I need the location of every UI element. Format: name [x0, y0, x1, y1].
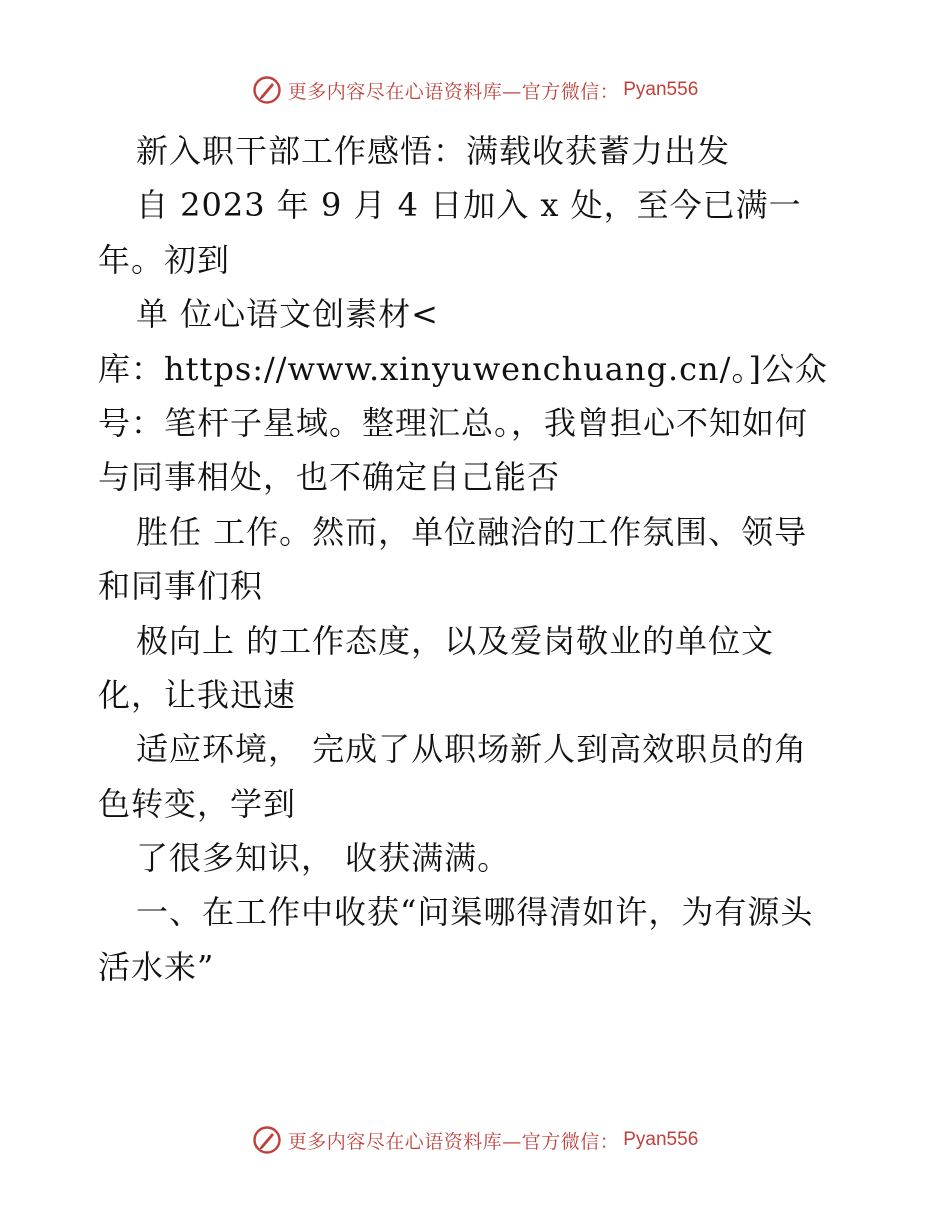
paragraph-line: 极向上 的工作态度，以及爱岗敬业的单位文 — [136, 621, 775, 660]
footer-watermark-banner — [0, 1120, 950, 1160]
section-heading: 一、在工作中收获“问渠哪得清如许，为有源头 — [136, 893, 814, 932]
paragraph-line: 年。初到 — [98, 240, 231, 279]
document-title: 新入职干部工作感悟：满载收获蓄力出发 — [136, 132, 731, 170]
paragraph-line: 单 位心语文创素材< — [136, 295, 439, 334]
paragraph-line: 了很多知识， 收获满满。 — [136, 839, 511, 878]
paragraph-line: 自 2023 年 9 月 4 日加入 x 处，至今已满一 — [136, 186, 802, 225]
paragraph-line: 和同事们积 — [98, 567, 264, 606]
section-heading-continuation: 活水来” — [98, 947, 215, 986]
banner-text: 更多内容尽在心语资料库—官方微信： — [287, 1130, 620, 1153]
header-watermark-banner — [0, 70, 950, 110]
quill-pen-logo-icon — [252, 75, 282, 105]
banner-text: 更多内容尽在心语资料库—官方微信： — [287, 80, 620, 103]
paragraph-line: 库：https://www.xinyuwenchuang.cn/。]公众 — [98, 349, 828, 388]
paragraph-line: 与同事相处，也不确定自己能否 — [98, 458, 561, 497]
paragraph-line: 适应环境， 完成了从职场新人到高效职员的角 — [136, 730, 808, 769]
quill-pen-logo-icon — [252, 1125, 282, 1155]
document-body — [98, 124, 858, 994]
paragraph-line: 胜任 工作。然而，单位融洽的工作氛围、领导 — [136, 512, 808, 551]
paragraph-line: 色转变，学到 — [98, 784, 297, 823]
paragraph-line: 化，让我迅速 — [98, 675, 297, 714]
paragraph-line: 号：笔杆子星域。整理汇总。，我曾担心不知如何 — [98, 403, 809, 442]
banner-wechat-id: Pyan556 — [623, 1129, 699, 1150]
banner-wechat-id: Pyan556 — [623, 79, 699, 100]
